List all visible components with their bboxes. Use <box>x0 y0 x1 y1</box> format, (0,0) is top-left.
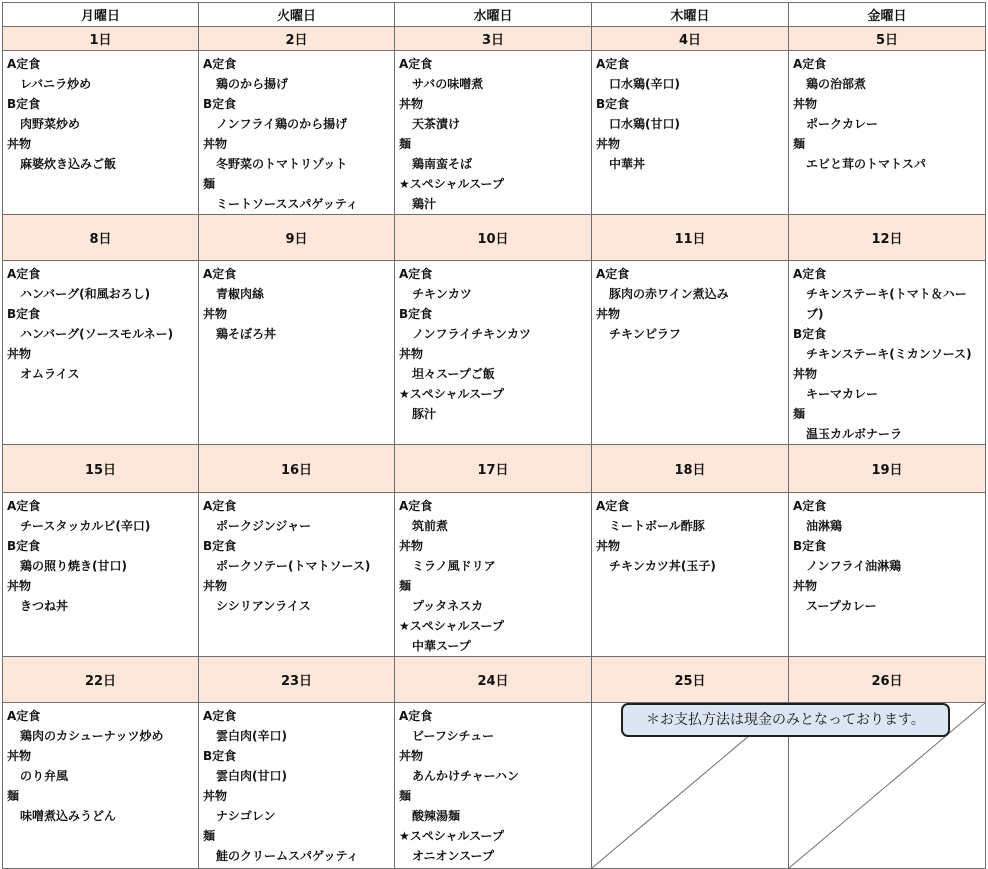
menu-item: 中華スープ <box>412 639 471 653</box>
menu-list <box>3 261 198 384</box>
menu-item: キーマカレー <box>806 387 879 401</box>
menu-category: ★スペシャルスープ <box>399 619 504 633</box>
date-cell: 16日 <box>199 445 395 493</box>
day-menu-cell <box>789 493 986 657</box>
menu-row <box>3 261 986 445</box>
menu-category: 丼物 <box>399 347 424 361</box>
menu-item: チキンカツ丼(玉子) <box>609 559 716 573</box>
menu-item: 肉野菜炒め <box>20 117 81 131</box>
menu-item: チキンステーキ(ミカンソース) <box>806 347 972 361</box>
menu-item: ハンバーグ(ソースモルネー) <box>20 327 174 341</box>
menu-category: A定食 <box>203 267 237 281</box>
date-cell: 19日 <box>789 445 986 493</box>
menu-category: 麺 <box>399 789 412 803</box>
weekday-header: 木曜日 <box>592 3 789 27</box>
menu-list <box>199 703 394 866</box>
date-cell: 25日 <box>592 657 789 703</box>
menu-item: 鶏の照り焼き(甘口) <box>20 559 127 573</box>
date-cell: 11日 <box>592 215 789 261</box>
menu-list <box>395 261 591 424</box>
menu-category: A定食 <box>793 267 827 281</box>
menu-item: ノンフライチキンカツ <box>412 327 532 341</box>
menu-row <box>3 51 986 215</box>
date-cell: 8日 <box>3 215 199 261</box>
menu-category: B定食 <box>596 97 630 111</box>
menu-category: ★スペシャルスープ <box>399 387 504 401</box>
menu-item: 豚肉の赤ワイン煮込み <box>609 287 729 301</box>
date-cell: 23日 <box>199 657 395 703</box>
weekday-header: 火曜日 <box>199 3 395 27</box>
menu-category: 丼物 <box>793 579 818 593</box>
day-menu-cell <box>199 261 395 445</box>
day-menu-cell <box>199 51 395 215</box>
date-cell: 12日 <box>789 215 986 261</box>
menu-item: ポークカレー <box>806 117 879 131</box>
menu-category: 丼物 <box>596 307 621 321</box>
menu-category: 丼物 <box>7 137 32 151</box>
date-cell: 3日 <box>395 27 592 51</box>
menu-item: 冬野菜のトマトリゾット <box>216 157 348 171</box>
menu-item: 温玉カルボナーラ <box>806 427 903 441</box>
menu-category: 麺 <box>7 789 20 803</box>
weekday-header-row <box>3 3 986 27</box>
menu-category: A定食 <box>203 499 237 513</box>
menu-list <box>592 51 788 174</box>
day-menu-cell <box>592 493 789 657</box>
menu-item: 鶏の治部煮 <box>806 77 867 91</box>
menu-item: 豚汁 <box>412 407 437 421</box>
menu-category: 丼物 <box>399 749 424 763</box>
day-menu-cell <box>3 493 199 657</box>
menu-category: A定食 <box>7 709 41 723</box>
payment-notice: ＊お支払方法は現金のみとなっております。 <box>621 703 950 737</box>
menu-category: A定食 <box>793 57 827 71</box>
date-cell: 26日 <box>789 657 986 703</box>
menu-category: 丼物 <box>399 97 424 111</box>
menu-item: チースタッカルビ(辛口) <box>20 519 151 533</box>
menu-list <box>199 51 394 214</box>
menu-list <box>199 261 394 344</box>
date-cell: 1日 <box>3 27 199 51</box>
menu-item: 中華丼 <box>609 157 646 171</box>
menu-category: A定食 <box>793 499 827 513</box>
menu-category: 麺 <box>399 137 412 151</box>
menu-category: A定食 <box>596 57 630 71</box>
menu-category: A定食 <box>7 57 41 71</box>
menu-item: きつね丼 <box>20 599 69 613</box>
day-menu-cell <box>789 261 986 445</box>
menu-item: エビと茸のトマトスパ <box>806 157 926 171</box>
date-cell: 15日 <box>3 445 199 493</box>
menu-category: A定食 <box>203 57 237 71</box>
menu-list <box>395 493 591 656</box>
menu-category: A定食 <box>399 57 433 71</box>
menu-item: 雲白肉(辛口) <box>216 729 287 743</box>
menu-category: 丼物 <box>203 789 228 803</box>
day-menu-cell <box>395 493 592 657</box>
menu-category: 丼物 <box>203 307 228 321</box>
menu-item: 鶏南蛮そば <box>412 157 473 171</box>
menu-category: B定食 <box>203 539 237 553</box>
menu-category: A定食 <box>399 709 433 723</box>
date-cell: 4日 <box>592 27 789 51</box>
menu-item: ハンバーグ(和風おろし) <box>20 287 151 301</box>
menu-list <box>3 51 198 174</box>
menu-category: A定食 <box>7 267 41 281</box>
date-row <box>3 657 986 703</box>
menu-list <box>199 493 394 616</box>
weekday-header: 金曜日 <box>789 3 986 27</box>
day-menu-cell <box>592 261 789 445</box>
menu-category: 丼物 <box>7 347 32 361</box>
date-cell: 18日 <box>592 445 789 493</box>
menu-list <box>3 703 198 826</box>
menu-category: ★スペシャルスープ <box>399 177 504 191</box>
menu-item: レバニラ炒め <box>20 77 92 91</box>
menu-category: 丼物 <box>203 137 228 151</box>
menu-item: 雲白肉(甘口) <box>216 769 287 783</box>
menu-category: 丼物 <box>203 579 228 593</box>
menu-item: 口水鶏(甘口) <box>609 117 680 131</box>
menu-category: 麺 <box>793 407 806 421</box>
menu-category: 麺 <box>793 137 806 151</box>
day-menu-cell <box>3 261 199 445</box>
lunch-menu-calendar <box>2 2 986 869</box>
menu-item: 坦々スープご飯 <box>412 367 495 381</box>
date-cell: 17日 <box>395 445 592 493</box>
menu-category: 丼物 <box>7 579 32 593</box>
menu-list <box>789 493 985 616</box>
date-row <box>3 215 986 261</box>
menu-item: ナシゴレン <box>216 809 276 823</box>
weekday-header: 水曜日 <box>395 3 592 27</box>
menu-category: 丼物 <box>793 97 818 111</box>
menu-list <box>789 261 985 444</box>
menu-category: B定食 <box>7 307 41 321</box>
menu-item: 口水鶏(辛口) <box>609 77 680 91</box>
menu-item: スープカレー <box>806 599 877 613</box>
menu-list <box>592 493 788 576</box>
menu-item: ポークジンジャー <box>216 519 312 533</box>
menu-category: B定食 <box>7 97 41 111</box>
menu-item: ミートボール酢豚 <box>609 519 705 533</box>
day-menu-cell <box>3 703 199 869</box>
menu-item: サバの味噌煮 <box>412 77 484 91</box>
menu-category: 丼物 <box>793 367 818 381</box>
menu-category: A定食 <box>596 267 630 281</box>
day-menu-cell <box>199 703 395 869</box>
menu-item: チキンカツ <box>412 287 472 301</box>
menu-item: 鶏そぼろ丼 <box>216 327 277 341</box>
menu-list <box>3 493 198 616</box>
menu-category: B定食 <box>203 97 237 111</box>
menu-item: 鮭のクリームスパゲッティ <box>216 849 359 863</box>
menu-category: 丼物 <box>596 137 621 151</box>
menu-category: 丼物 <box>596 539 621 553</box>
menu-item: 鶏のから揚げ <box>216 77 289 91</box>
menu-category: B定食 <box>399 307 433 321</box>
menu-category: A定食 <box>7 499 41 513</box>
menu-item: 鶏肉のカシューナッツ炒め <box>20 729 164 743</box>
menu-category: B定食 <box>793 327 827 341</box>
date-cell: 10日 <box>395 215 592 261</box>
menu-item: 味噌煮込みうどん <box>20 809 117 823</box>
menu-category: A定食 <box>596 499 630 513</box>
menu-item: ポークソテー(トマトソース) <box>216 559 371 573</box>
menu-item: 天茶漬け <box>412 117 461 131</box>
menu-item: ビーフシチュー <box>412 729 495 743</box>
day-menu-cell <box>395 51 592 215</box>
menu-category: B定食 <box>793 539 827 553</box>
menu-item: 筑前煮 <box>412 519 449 533</box>
day-menu-cell <box>789 51 986 215</box>
menu-category: B定食 <box>7 539 41 553</box>
menu-item: オニオンスープ <box>412 849 494 863</box>
date-row <box>3 27 986 51</box>
date-cell: 9日 <box>199 215 395 261</box>
menu-item: 青椒肉絲 <box>216 287 265 301</box>
menu-item: ミラノ風ドリア <box>412 559 496 573</box>
day-menu-cell <box>395 703 592 869</box>
day-menu-cell <box>3 51 199 215</box>
menu-item: ノンフライ油淋鶏 <box>806 559 902 573</box>
menu-item: ミートソーススパゲッティ <box>216 197 358 211</box>
menu-category: 麺 <box>203 829 216 843</box>
weekday-header: 月曜日 <box>3 3 199 27</box>
menu-category: 丼物 <box>7 749 32 763</box>
menu-item: ノンフライ鶏のから揚げ <box>216 117 348 131</box>
menu-list <box>395 51 591 214</box>
day-menu-cell <box>395 261 592 445</box>
day-menu-cell <box>199 493 395 657</box>
menu-category: ★スペシャルスープ <box>399 829 504 843</box>
menu-category: B定食 <box>203 749 237 763</box>
date-cell: 2日 <box>199 27 395 51</box>
day-menu-cell <box>592 51 789 215</box>
menu-item: チキンステーキ(トマト＆ハーブ) <box>806 287 967 321</box>
menu-category: 麺 <box>399 579 412 593</box>
menu-item: シシリアンライス <box>216 599 311 613</box>
menu-item: チキンピラフ <box>609 327 681 341</box>
date-cell: 24日 <box>395 657 592 703</box>
menu-item: オムライス <box>20 367 80 381</box>
menu-category: A定食 <box>399 499 433 513</box>
menu-item: 油淋鶏 <box>806 519 843 533</box>
menu-category: 丼物 <box>399 539 424 553</box>
menu-list <box>395 703 591 866</box>
menu-list <box>789 51 985 174</box>
menu-item: 酸辣湯麺 <box>412 809 461 823</box>
date-cell: 5日 <box>789 27 986 51</box>
menu-category: A定食 <box>399 267 433 281</box>
menu-item: 鶏汁 <box>412 197 437 211</box>
date-row <box>3 445 986 493</box>
date-cell: 22日 <box>3 657 199 703</box>
menu-item: あんかけチャーハン <box>412 769 520 783</box>
menu-item: プッタネスカ <box>412 599 484 613</box>
menu-item: 麻婆炊き込みご飯 <box>20 157 117 171</box>
menu-list <box>592 261 788 344</box>
menu-row <box>3 493 986 657</box>
menu-item: のり弁風 <box>20 769 69 783</box>
menu-category: 麺 <box>203 177 216 191</box>
menu-category: A定食 <box>203 709 237 723</box>
